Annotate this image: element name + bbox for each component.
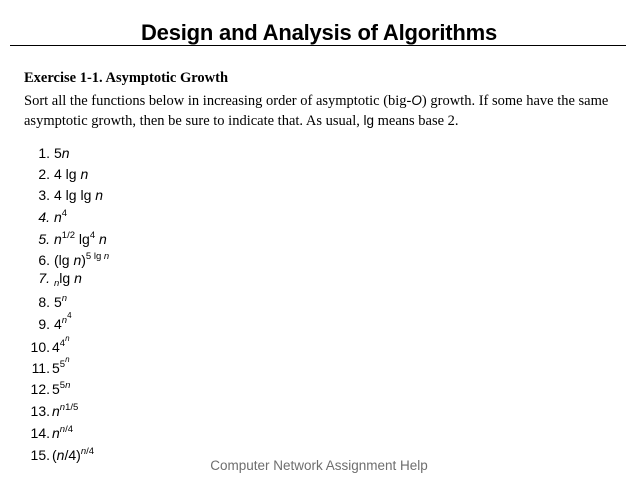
description-part-3: means base 2. (374, 113, 459, 129)
function-expression: $n^4$ (54, 208, 68, 225)
list-item (30, 379, 70, 399)
list-item (30, 355, 70, 378)
item-number: 5. (38, 231, 50, 247)
item-number: 15. (30, 447, 50, 463)
list-item (30, 423, 73, 443)
function-expression: 5$^n$ (54, 293, 68, 310)
function-expression: $5^{5n}$ (52, 380, 71, 397)
list-item (30, 229, 107, 249)
function-expression: $n^{1/2}$ $\lg^4 n$ (54, 230, 107, 247)
description-big-o: O (411, 93, 422, 108)
item-number: 14. (30, 425, 50, 441)
function-expression: 5n (54, 145, 70, 161)
function-expression: 4 lg n (54, 166, 89, 182)
item-number: 4. (38, 209, 50, 225)
list-item (30, 250, 109, 270)
list-item (30, 185, 103, 205)
description-part-2: ) growth. If some have the same asymptotic growth, then be sure to indicate that. As usual, (24, 93, 609, 129)
item-number: 11. (31, 360, 50, 376)
description-part-1: Sort all the functions below in increasing order of asymptotic (big- (24, 93, 412, 109)
list-item (30, 207, 67, 227)
function-expression: 4 lg lg n (54, 187, 104, 203)
list-item (30, 143, 70, 163)
function-expression: $5^{5^n}$ (52, 355, 70, 376)
item-number: 12. (30, 381, 50, 397)
item-number: 2. (38, 166, 50, 182)
list-item (30, 334, 70, 357)
page-title: Design and Analysis of Algorithms (140, 20, 498, 45)
function-expression: $(n/4)^{n/4}$ (52, 446, 95, 463)
item-number: 7. (38, 270, 50, 286)
item-number: 1. (38, 145, 50, 161)
function-expression: $n^{n/4}$ (52, 424, 74, 441)
function-expression: $4^{4^n}$ (52, 334, 70, 355)
list-item (30, 164, 88, 184)
item-number: 10. (30, 339, 50, 355)
description-lg: lg (363, 113, 374, 128)
exercise-heading: Exercise 1-1. Asymptotic Growth (24, 70, 229, 86)
function-expression: $4^{n^4}$ (54, 311, 72, 332)
list-item (30, 401, 78, 421)
list-item (30, 311, 72, 334)
item-number: 3. (38, 187, 50, 203)
item-number: 9. (38, 316, 50, 332)
list-item (30, 292, 67, 312)
item-number: 6. (38, 252, 50, 268)
list-item (30, 268, 82, 288)
footer-credit: Computer Network Assignment Help (210, 458, 428, 473)
function-expression: $n^{n1/5}$ (52, 402, 79, 419)
item-number: 13. (30, 403, 50, 419)
function-expression: $_n$lg n (54, 270, 82, 289)
item-number: 8. (38, 294, 50, 310)
function-expression: (lg n)$^{5 lg n}$ (54, 251, 110, 268)
